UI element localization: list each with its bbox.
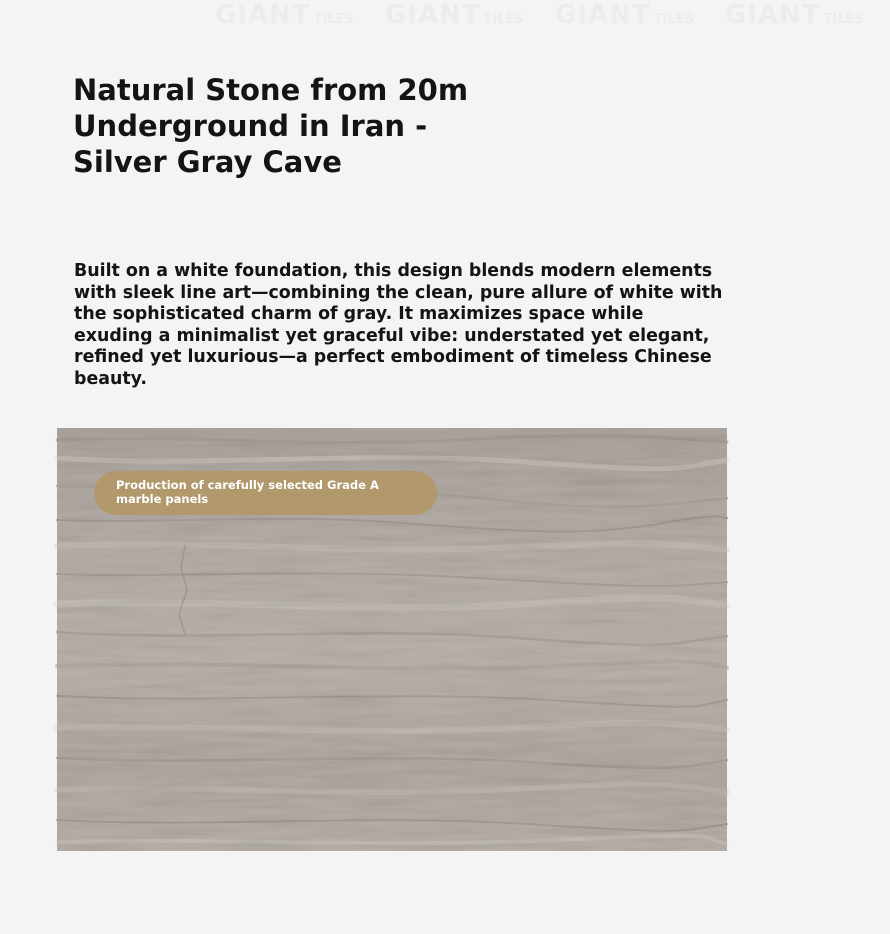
marble-texture-image bbox=[57, 428, 727, 851]
quality-badge: Production of carefully selected Grade A marble panels bbox=[94, 471, 437, 515]
brand-watermark: GIANT TILES bbox=[554, 0, 694, 30]
brand-watermark: GIANT TILES bbox=[215, 0, 354, 30]
brand-watermark: GIANT TILES bbox=[384, 0, 524, 30]
product-description: Built on a white foundation, this design blends modern elements with sleek line art—combining the clean, pure allure of white with the sophisticated charm of gray. It maximizes space while exuding a minimalist yet graceful vibe: understated yet elegant, refined yet luxurious—a perfect embodiment of timeless Chinese beauty. bbox=[74, 261, 723, 389]
brand-watermark-strip bbox=[215, 0, 864, 40]
page-title: Natural Stone from 20m Underground in Iran - Silver Gray Cave bbox=[73, 73, 469, 179]
brand-watermark: GIANT TILES bbox=[724, 0, 864, 30]
